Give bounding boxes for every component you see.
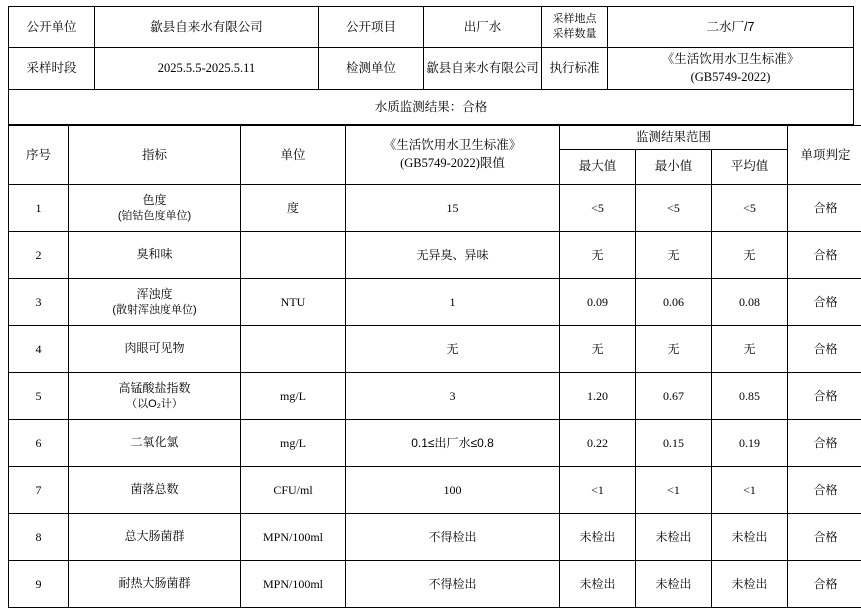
- cell-max: 1.20: [560, 372, 636, 419]
- table-row: [9, 278, 861, 325]
- col-unit: 单位: [241, 126, 346, 185]
- table-row: [9, 325, 861, 372]
- cell-verdict: 合格: [788, 513, 861, 560]
- standard-code: (GB5749-2022): [610, 69, 851, 87]
- cell-unit: MPN/100ml: [241, 560, 346, 607]
- cell-limit: 不得检出: [346, 560, 560, 607]
- table-row: [9, 372, 861, 419]
- col-max: 最大值: [560, 149, 636, 184]
- cell-indicator: [69, 372, 241, 419]
- label-sampling-count: 采样数量: [544, 27, 605, 42]
- label-sampling-site-count: [542, 7, 608, 48]
- cell-avg: <5: [712, 184, 788, 231]
- cell-indicator: [69, 278, 241, 325]
- cell-max: 未检出: [560, 560, 636, 607]
- table-row: [9, 466, 861, 513]
- col-min: 最小值: [636, 149, 712, 184]
- indicator-name: 色度: [71, 192, 238, 209]
- result-banner-row: [9, 90, 854, 125]
- table-row: [9, 184, 861, 231]
- cell-min: <5: [636, 184, 712, 231]
- value-standard: [608, 48, 854, 90]
- col-limit-standard-code: (GB5749-2022)限值: [348, 155, 557, 173]
- cell-min: 0.67: [636, 372, 712, 419]
- cell-verdict: 合格: [788, 184, 861, 231]
- value-public-unit: 歙县自来水有限公司: [95, 7, 319, 48]
- cell-max: <5: [560, 184, 636, 231]
- cell-limit: 3: [346, 372, 560, 419]
- cell-min: 0.06: [636, 278, 712, 325]
- cell-index: 3: [9, 278, 69, 325]
- monitoring-results-table: [8, 125, 861, 608]
- cell-verdict: 合格: [788, 278, 861, 325]
- cell-limit: 0.1≤出厂水≤0.8: [346, 419, 560, 466]
- cell-max: 未检出: [560, 513, 636, 560]
- cell-avg: 无: [712, 325, 788, 372]
- indicator-name: 耐热大肠菌群: [71, 575, 238, 592]
- indicator-name: 肉眼可见物: [71, 340, 238, 357]
- cell-indicator: [69, 184, 241, 231]
- col-range-group: 监测结果范围: [560, 126, 788, 150]
- cell-max: 0.09: [560, 278, 636, 325]
- cell-min: 0.15: [636, 419, 712, 466]
- cell-min: 未检出: [636, 560, 712, 607]
- table-row: [9, 560, 861, 607]
- value-sampling-period: 2025.5.5-2025.5.11: [95, 48, 319, 90]
- col-indicator: 指标: [69, 126, 241, 185]
- report-header-table: [8, 6, 854, 125]
- cell-verdict: 合格: [788, 560, 861, 607]
- col-verdict: 单项判定: [788, 126, 861, 185]
- indicator-note: (散射浑浊度单位): [71, 303, 238, 318]
- cell-max: 无: [560, 231, 636, 278]
- label-standard: 执行标准: [542, 48, 608, 90]
- table-row: [9, 513, 861, 560]
- cell-unit: 度: [241, 184, 346, 231]
- cell-avg: 0.85: [712, 372, 788, 419]
- indicator-note: （以O₂计）: [71, 397, 238, 412]
- cell-unit: [241, 325, 346, 372]
- result-banner: 水质监测结果：合格: [9, 90, 854, 125]
- indicator-name: 总大肠菌群: [71, 528, 238, 545]
- cell-avg: 未检出: [712, 513, 788, 560]
- cell-index: 5: [9, 372, 69, 419]
- table-row: [9, 419, 861, 466]
- cell-index: 1: [9, 184, 69, 231]
- cell-avg: 0.08: [712, 278, 788, 325]
- cell-indicator: [69, 325, 241, 372]
- label-public-project: 公开项目: [319, 7, 424, 48]
- indicator-name: 二氧化氯: [71, 434, 238, 451]
- value-public-project: 出厂水: [424, 7, 542, 48]
- cell-indicator: [69, 513, 241, 560]
- cell-verdict: 合格: [788, 372, 861, 419]
- cell-min: <1: [636, 466, 712, 513]
- label-public-unit: 公开单位: [9, 7, 95, 48]
- cell-min: 无: [636, 231, 712, 278]
- cell-verdict: 合格: [788, 466, 861, 513]
- cell-min: 无: [636, 325, 712, 372]
- cell-unit: mg/L: [241, 419, 346, 466]
- indicator-name: 浑浊度: [71, 286, 238, 303]
- cell-verdict: 合格: [788, 325, 861, 372]
- cell-avg: 0.19: [712, 419, 788, 466]
- table-header-row-1: [9, 126, 861, 150]
- cell-max: <1: [560, 466, 636, 513]
- cell-verdict: 合格: [788, 419, 861, 466]
- label-sampling-site: 采样地点: [544, 12, 605, 27]
- cell-index: 8: [9, 513, 69, 560]
- header-row-1: [9, 7, 854, 48]
- cell-max: 无: [560, 325, 636, 372]
- indicator-name: 高锰酸盐指数: [71, 380, 238, 397]
- cell-limit: 100: [346, 466, 560, 513]
- value-sampling-site-count: 二水厂/7: [608, 7, 854, 48]
- cell-avg: 未检出: [712, 560, 788, 607]
- cell-avg: 无: [712, 231, 788, 278]
- cell-avg: <1: [712, 466, 788, 513]
- cell-unit: NTU: [241, 278, 346, 325]
- standard-name: 《生活饮用水卫生标准》: [610, 51, 851, 69]
- cell-verdict: 合格: [788, 231, 861, 278]
- col-limit-standard-name: 《生活饮用水卫生标准》: [348, 137, 557, 155]
- cell-limit: 15: [346, 184, 560, 231]
- cell-indicator: [69, 231, 241, 278]
- cell-indicator: [69, 560, 241, 607]
- col-avg: 平均值: [712, 149, 788, 184]
- value-testing-unit: 歙县自来水有限公司: [424, 48, 542, 90]
- cell-indicator: [69, 419, 241, 466]
- header-row-2: [9, 48, 854, 90]
- cell-limit: 无: [346, 325, 560, 372]
- indicator-note: (铂钴色度单位): [71, 209, 238, 224]
- cell-index: 9: [9, 560, 69, 607]
- cell-unit: mg/L: [241, 372, 346, 419]
- cell-min: 未检出: [636, 513, 712, 560]
- cell-unit: [241, 231, 346, 278]
- col-limit: [346, 126, 560, 185]
- cell-index: 7: [9, 466, 69, 513]
- cell-index: 2: [9, 231, 69, 278]
- col-index: 序号: [9, 126, 69, 185]
- cell-indicator: [69, 466, 241, 513]
- label-testing-unit: 检测单位: [319, 48, 424, 90]
- cell-limit: 无异臭、异味: [346, 231, 560, 278]
- cell-limit: 1: [346, 278, 560, 325]
- indicator-name: 臭和味: [71, 246, 238, 263]
- cell-index: 6: [9, 419, 69, 466]
- cell-limit: 不得检出: [346, 513, 560, 560]
- cell-unit: MPN/100ml: [241, 513, 346, 560]
- label-sampling-period: 采样时段: [9, 48, 95, 90]
- table-row: [9, 231, 861, 278]
- cell-unit: CFU/ml: [241, 466, 346, 513]
- indicator-name: 菌落总数: [71, 481, 238, 498]
- cell-max: 0.22: [560, 419, 636, 466]
- cell-index: 4: [9, 325, 69, 372]
